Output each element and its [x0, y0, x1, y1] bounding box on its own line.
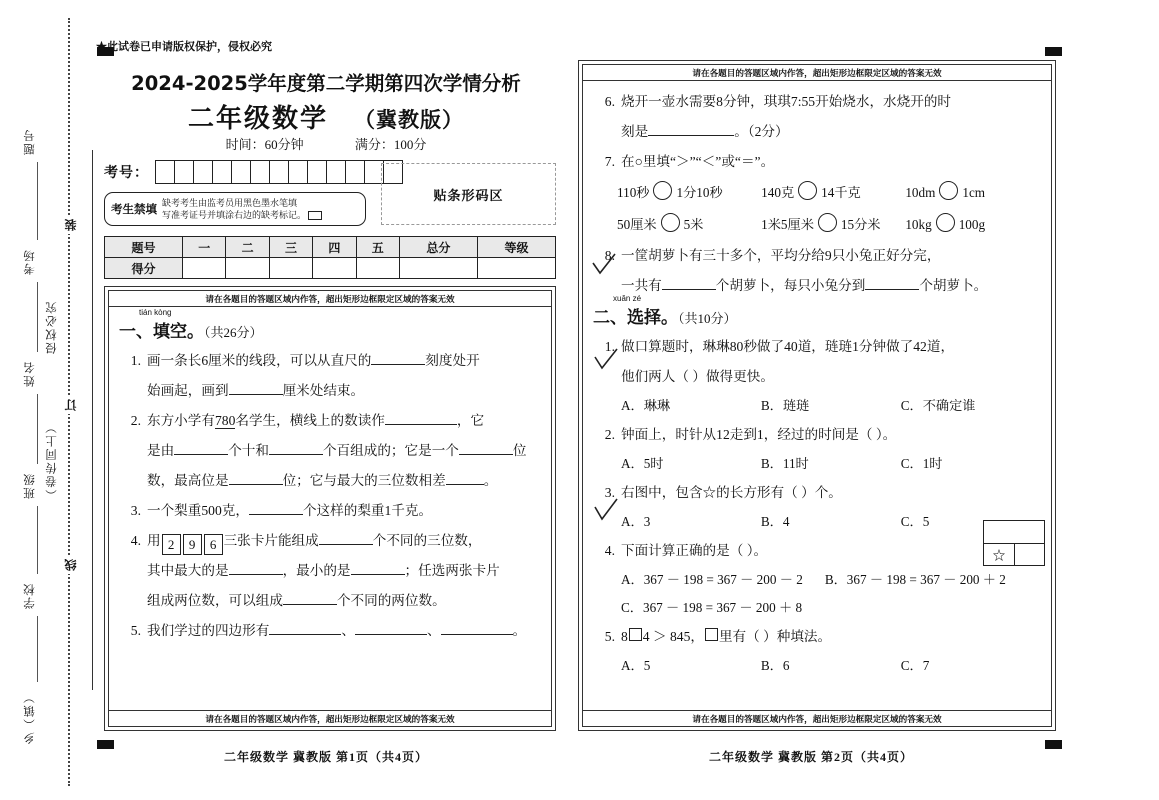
answer-area-page-2	[578, 60, 1056, 731]
q4-line2-a: 其中最大的是	[147, 563, 229, 578]
score-col-2: 二	[226, 237, 269, 258]
score-col-1: 一	[183, 237, 226, 258]
q8-blank-1[interactable]	[662, 289, 716, 290]
q2-line2-b: 个十和	[228, 443, 269, 458]
q2-line2-a: 是由	[147, 443, 175, 458]
field-rule-4	[37, 506, 38, 574]
score-col-4: 四	[313, 237, 356, 258]
choice-stem-2: 钟面上，时针从12走到1，经过的时间是（ ）。	[621, 427, 897, 442]
question-number-8: 8.	[604, 248, 615, 263]
q4-line2-b: ，最小的是	[282, 563, 351, 578]
choice-options-5	[593, 652, 1041, 680]
q2-line1-b: 名学生，横线上的数读作	[235, 413, 385, 428]
section-index-2: 二、	[593, 308, 627, 327]
forbidden-line-2: 写准考证号并填涂右边的缺考标记。	[162, 210, 307, 220]
section-heading-fill-in-blank	[119, 308, 541, 342]
page-title	[96, 98, 556, 135]
question-number-2: 2.	[130, 413, 141, 428]
number-card-2: 9	[183, 534, 202, 555]
q2-line3-b: 位；它与最大的三位数相差	[282, 473, 446, 488]
q2-underlined-number: 780	[214, 413, 236, 428]
exam-number-box[interactable]	[193, 160, 212, 184]
q4-line1-c: 个不同的三位数，	[372, 533, 482, 548]
section-index-1: 一、	[119, 322, 153, 341]
q2-line3-c: 。	[483, 473, 498, 488]
q3-text-b: 个这样的梨重1千克。	[302, 503, 433, 518]
question-fill-6	[593, 87, 1041, 147]
subject-title: 二年级数学	[187, 104, 328, 133]
star-icon: ☆	[992, 547, 1006, 563]
q2-line2-c: 个百组成的；它是一个	[322, 443, 459, 458]
score-row-label-timuhao: 题号	[105, 237, 183, 258]
exam-number-box[interactable]	[231, 160, 250, 184]
q5-blank-3[interactable]	[441, 634, 513, 635]
q2-blank-5[interactable]	[229, 484, 283, 485]
page-footer-right: 二年级数学 冀教版 第2页（共4页）	[708, 750, 913, 764]
table-row-scores	[105, 258, 556, 279]
comparison-item-6	[905, 209, 985, 241]
question-choice-4	[593, 536, 1041, 566]
binding-warning-text: 侵权必究	[46, 300, 58, 354]
q8-line2-a: 一共有	[621, 278, 662, 293]
q2-line1-a: 东方小学有	[147, 413, 215, 428]
option-1c[interactable]: C．不确定谁	[900, 398, 976, 413]
choice-number-3: 3.	[604, 485, 615, 500]
question-text-6	[621, 87, 1041, 147]
question-text-7: 在○里填“＞”“＜”或“＝”。	[621, 154, 775, 169]
question-number-5: 5.	[130, 623, 141, 638]
question-text-8	[621, 241, 1041, 301]
q8-line1: 一筐胡萝卜有三十多个，平均分给9只小兔正好分完，	[621, 248, 941, 263]
binding-strip	[0, 0, 96, 800]
option-4c[interactable]: C．367 － 198 = 367 － 200 ＋ 8	[621, 600, 803, 615]
comparison-circle-2[interactable]	[798, 181, 817, 200]
field-label-banji: 班级	[24, 472, 36, 499]
answer-notice-bottom: 请在各题目的答题区域内作答，超出矩形边框限定区域的答案无效	[109, 710, 551, 726]
question-fill-7	[593, 147, 1041, 177]
choice-stem-5	[621, 622, 1041, 652]
question-body-page-2	[583, 81, 1051, 680]
q2-blank-3[interactable]	[269, 454, 323, 455]
question-fill-4	[119, 526, 541, 616]
choice-stem-3: 右图中，包含☆的长方形有（ ）个。	[621, 485, 842, 500]
q1-blank-2[interactable]	[229, 394, 283, 395]
question-choice-5	[593, 622, 1041, 652]
q4-blank-2[interactable]	[229, 574, 283, 575]
option-4a[interactable]: A．367 － 198 = 367 － 200 － 2	[621, 572, 803, 587]
question-text-5	[147, 616, 541, 646]
option-5b[interactable]: B．6	[760, 658, 790, 673]
binding-note-text: （卷传同上）	[46, 420, 58, 501]
section-name-fill: 填空	[153, 322, 187, 341]
cmp1-right: 1分10秒	[676, 185, 723, 200]
comparison-item-1	[617, 177, 761, 209]
cmp4-right: 5米	[683, 217, 704, 232]
field-rule-1	[37, 162, 38, 240]
comparison-item-5	[761, 209, 905, 241]
section-dot-1: 。	[187, 322, 204, 341]
cmp6-left: 10kg	[905, 217, 932, 232]
q4-blank-4[interactable]	[283, 604, 337, 605]
section-pinyin-choice: xuǎn zé	[613, 294, 642, 303]
q5-blank-2[interactable]	[355, 634, 427, 635]
section-points-1: （共26分）	[204, 325, 263, 340]
q2-line3-a: 数，最高位是	[147, 473, 229, 488]
q2-blank-4[interactable]	[459, 454, 513, 455]
score-cell-2[interactable]	[226, 258, 269, 279]
blank-square-box-1[interactable]	[629, 628, 642, 641]
question-choice-3	[593, 478, 1041, 508]
field-rule-5	[37, 616, 38, 682]
copyright-notice: ★此试卷已申请版权保护，侵权必究	[96, 41, 272, 53]
question-text-4	[147, 526, 541, 616]
cmp6-right: 100g	[958, 217, 986, 232]
comparison-circle-4[interactable]	[661, 213, 680, 232]
number-card-1: 2	[162, 534, 181, 555]
cmp5-right: 15分米	[840, 217, 881, 232]
choice-stem-4: 下面计算正确的是（ ）。	[621, 543, 768, 558]
q1-blank-1[interactable]	[371, 364, 425, 365]
q1-line2-a: 始画起，画到	[147, 383, 229, 398]
mc1-line1: 做口算题时，琳琳80秒做了40道，琏琏1分钟做了42道，	[621, 339, 955, 354]
q3-blank-1[interactable]	[249, 514, 303, 515]
exam-meta	[96, 134, 556, 153]
mc5-tail: 里有（ ）种填法。	[718, 629, 832, 644]
option-4b[interactable]: B．367 － 198 = 367 － 200 ＋ 2	[824, 572, 1006, 587]
question-fill-3	[119, 496, 541, 526]
forbidden-label: 考生禁填	[111, 204, 157, 216]
exam-number-label: 考号：	[104, 166, 149, 181]
full-score-label: 满分：100分	[354, 137, 427, 152]
choice-options-2	[593, 450, 1041, 478]
cmp3-right: 1cm	[962, 185, 986, 200]
field-label-xiangzhen: 乡（镇）	[24, 690, 36, 744]
comparison-row-1	[593, 177, 1041, 209]
question-fill-5	[119, 616, 541, 646]
q6-line2-b: 。（2分）	[734, 124, 789, 139]
score-table	[104, 236, 556, 279]
question-number-1: 1.	[130, 353, 141, 368]
choice-options-4-row2	[593, 594, 1041, 622]
score-cell-4[interactable]	[313, 258, 356, 279]
option-5a[interactable]: A．5	[621, 658, 651, 673]
question-text-3	[147, 496, 541, 526]
q4-line3-b: 个不同的两位数。	[336, 593, 446, 608]
q2-blank-1[interactable]	[385, 424, 457, 425]
answer-notice-bottom-2: 请在各题目的答题区域内作答，超出矩形边框限定区域的答案无效	[583, 710, 1051, 726]
cmp5-left: 1米5厘米	[761, 217, 814, 232]
q5-text-d: 。	[512, 623, 527, 638]
cmp3-left: 10dm	[905, 185, 936, 200]
option-5c[interactable]: C．7	[900, 658, 930, 673]
q2-line1-c: ，它	[456, 413, 485, 428]
forbidden-fill-box	[104, 192, 366, 226]
exam-number-box[interactable]	[155, 160, 174, 184]
seal-char-xian: 线	[62, 555, 79, 574]
seal-char-zhuang: 装	[62, 215, 79, 234]
edition-label: （冀教版）	[354, 108, 464, 132]
field-label-xingming: 姓名	[24, 360, 36, 387]
option-1b[interactable]: B．琏琏	[760, 398, 810, 413]
question-number-4: 4.	[130, 533, 141, 548]
q5-text-b: 、	[341, 623, 355, 638]
option-2a[interactable]: A．5时	[621, 456, 664, 471]
absent-mark-checkbox[interactable]	[308, 211, 322, 220]
score-col-total: 总分	[399, 237, 477, 258]
answer-area-inner	[108, 290, 552, 727]
question-text-2	[147, 406, 541, 496]
q5-text-a: 我们学过的四边形有	[147, 623, 270, 638]
option-3b[interactable]: B．4	[760, 514, 790, 529]
seal-char-ding: 订	[62, 395, 79, 414]
q6-line1: 烧开一壶水需要8分钟，琪琪7:55开始烧水，水烧开的时	[621, 94, 952, 109]
cmp2-right: 14千克	[821, 185, 861, 200]
question-text-1	[147, 346, 541, 406]
exam-number-box[interactable]	[269, 160, 288, 184]
question-choice-2	[593, 420, 1041, 450]
choice-number-5: 5.	[604, 629, 615, 644]
exam-number-box[interactable]	[326, 160, 345, 184]
score-cell-total[interactable]	[399, 258, 477, 279]
q4-line1-b: 三张卡片能组成	[223, 533, 319, 548]
section-pinyin-fill: tián kòng	[139, 308, 172, 317]
registration-mark-top-right	[1045, 47, 1062, 56]
q8-line2-c: 个胡萝卜。	[919, 278, 988, 293]
q5-text-c: 、	[426, 623, 441, 638]
comparison-item-3	[905, 177, 985, 209]
section-heading-multiple-choice	[593, 294, 1041, 328]
exam-number-box[interactable]	[250, 160, 269, 184]
exam-number-row	[104, 160, 403, 184]
blank-square-box-2	[705, 628, 718, 641]
choice-number-4: 4.	[604, 543, 615, 558]
comparison-circle-1[interactable]	[653, 181, 672, 200]
option-3a[interactable]: A．3	[621, 514, 651, 529]
q6-line2-a: 刻是	[621, 124, 649, 139]
q2-blank-6[interactable]	[446, 484, 484, 485]
comparison-row-2	[593, 209, 1041, 241]
question-fill-8	[593, 241, 1041, 301]
mc5-prefix: 8	[621, 629, 628, 644]
field-label-kaochang: 考场	[24, 248, 36, 275]
answer-notice-top: 请在各题目的答题区域内作答，超出矩形边框限定区域的答案无效	[109, 291, 551, 307]
forbidden-line-1: 缺考考生由监考员用黑色墨水笔填	[162, 198, 298, 208]
exam-number-box[interactable]	[174, 160, 193, 184]
q4-line1-a: 用	[147, 533, 161, 548]
choice-options-3	[593, 508, 1041, 536]
q4-line3-a: 组成两位数，可以组成	[147, 593, 283, 608]
question-number-6: 6.	[604, 94, 615, 109]
q2-blank-2[interactable]	[174, 454, 228, 455]
q5-blank-1[interactable]	[269, 634, 341, 635]
mc5-suffix: 4 ＞ 845，	[642, 629, 704, 644]
answer-area-page-1	[104, 286, 556, 731]
q4-blank-1[interactable]	[319, 544, 373, 545]
choice-number-1: 1.	[604, 339, 615, 354]
question-number-7: 7.	[604, 154, 615, 169]
field-rule-2	[37, 282, 38, 352]
section-dot-2: 。	[661, 308, 678, 327]
figure-vertical-divider	[1014, 543, 1015, 565]
score-cell-3[interactable]	[269, 258, 312, 279]
score-col-3: 三	[269, 237, 312, 258]
time-label: 时间：60分钟	[225, 137, 304, 152]
section-name-choice: 选择	[627, 308, 661, 327]
comparison-circle-6[interactable]	[936, 213, 955, 232]
q8-line2-b: 个胡萝卜，每只小兔分到	[715, 278, 866, 293]
question-fill-1	[119, 346, 541, 406]
q1-line2-b: 厘米处结束。	[282, 383, 365, 398]
exam-number-box[interactable]	[212, 160, 231, 184]
q8-blank-2[interactable]	[865, 289, 919, 290]
exam-number-box[interactable]	[345, 160, 364, 184]
option-2b[interactable]: B．11时	[760, 456, 809, 471]
score-col-5: 五	[356, 237, 399, 258]
answer-area-inner-2	[582, 64, 1052, 727]
rectangle-star-figure	[983, 520, 1045, 566]
comparison-circle-3[interactable]	[939, 181, 958, 200]
q4-line2-c: ；任选两张卡片	[404, 563, 500, 578]
table-row-header	[105, 237, 556, 258]
comparison-item-2	[761, 177, 905, 209]
q1-line1-a: 画一条长6厘米的线段，可以从直尺的	[147, 353, 372, 368]
section-points-2: （共10分）	[678, 311, 737, 326]
binding-solid-line	[92, 150, 93, 690]
cmp2-left: 140克	[761, 185, 795, 200]
question-fill-2	[119, 406, 541, 496]
question-choice-1	[593, 332, 1041, 392]
q3-text-a: 一个梨重500克，	[147, 503, 249, 518]
question-number-3: 3.	[130, 503, 141, 518]
score-cell-grade[interactable]	[477, 258, 555, 279]
field-label-xuexiao: 学校	[24, 582, 36, 609]
score-cell-1[interactable]	[183, 258, 226, 279]
score-col-grade: 等级	[477, 237, 555, 258]
option-2c[interactable]: C．1时	[900, 456, 943, 471]
cmp1-left: 110秒	[617, 185, 650, 200]
q2-line2-d: 位	[512, 443, 527, 458]
mc1-line2: 他们两人（ ）做得更快。	[621, 369, 774, 384]
comparison-circle-5[interactable]	[818, 213, 837, 232]
exam-number-input[interactable]	[155, 160, 403, 184]
q1-line1-b: 刻度处开	[425, 353, 480, 368]
q6-blank-1[interactable]	[648, 135, 734, 136]
choice-stem-1	[621, 332, 1041, 392]
field-rule-3	[37, 394, 38, 464]
comparison-item-4	[617, 209, 761, 241]
exam-title-line: 2024-2025学年度第二学期第四次学情分析	[131, 72, 521, 95]
field-label-timu-hao: 题号	[24, 128, 36, 155]
exam-number-box[interactable]	[307, 160, 326, 184]
cmp4-left: 50厘米	[617, 217, 657, 232]
score-row-label-defen: 得分	[105, 258, 183, 279]
score-cell-5[interactable]	[356, 258, 399, 279]
question-body-page-1	[109, 307, 551, 646]
page-footer-left: 二年级数学 冀教版 第1页（共4页）	[223, 750, 428, 764]
forbidden-instructions	[162, 197, 322, 221]
number-card-3: 6	[204, 534, 223, 555]
option-1a[interactable]: A．琳琳	[621, 398, 671, 413]
barcode-zone: 贴条形码区	[381, 163, 556, 225]
choice-options-4-row1	[593, 566, 1041, 594]
exam-number-box[interactable]	[288, 160, 307, 184]
answer-notice-top-2: 请在各题目的答题区域内作答，超出矩形边框限定区域的答案无效	[583, 65, 1051, 81]
choice-options-1	[593, 392, 1041, 420]
option-3c[interactable]: C．5	[900, 514, 930, 529]
q4-blank-3[interactable]	[351, 574, 405, 575]
choice-number-2: 2.	[604, 427, 615, 442]
